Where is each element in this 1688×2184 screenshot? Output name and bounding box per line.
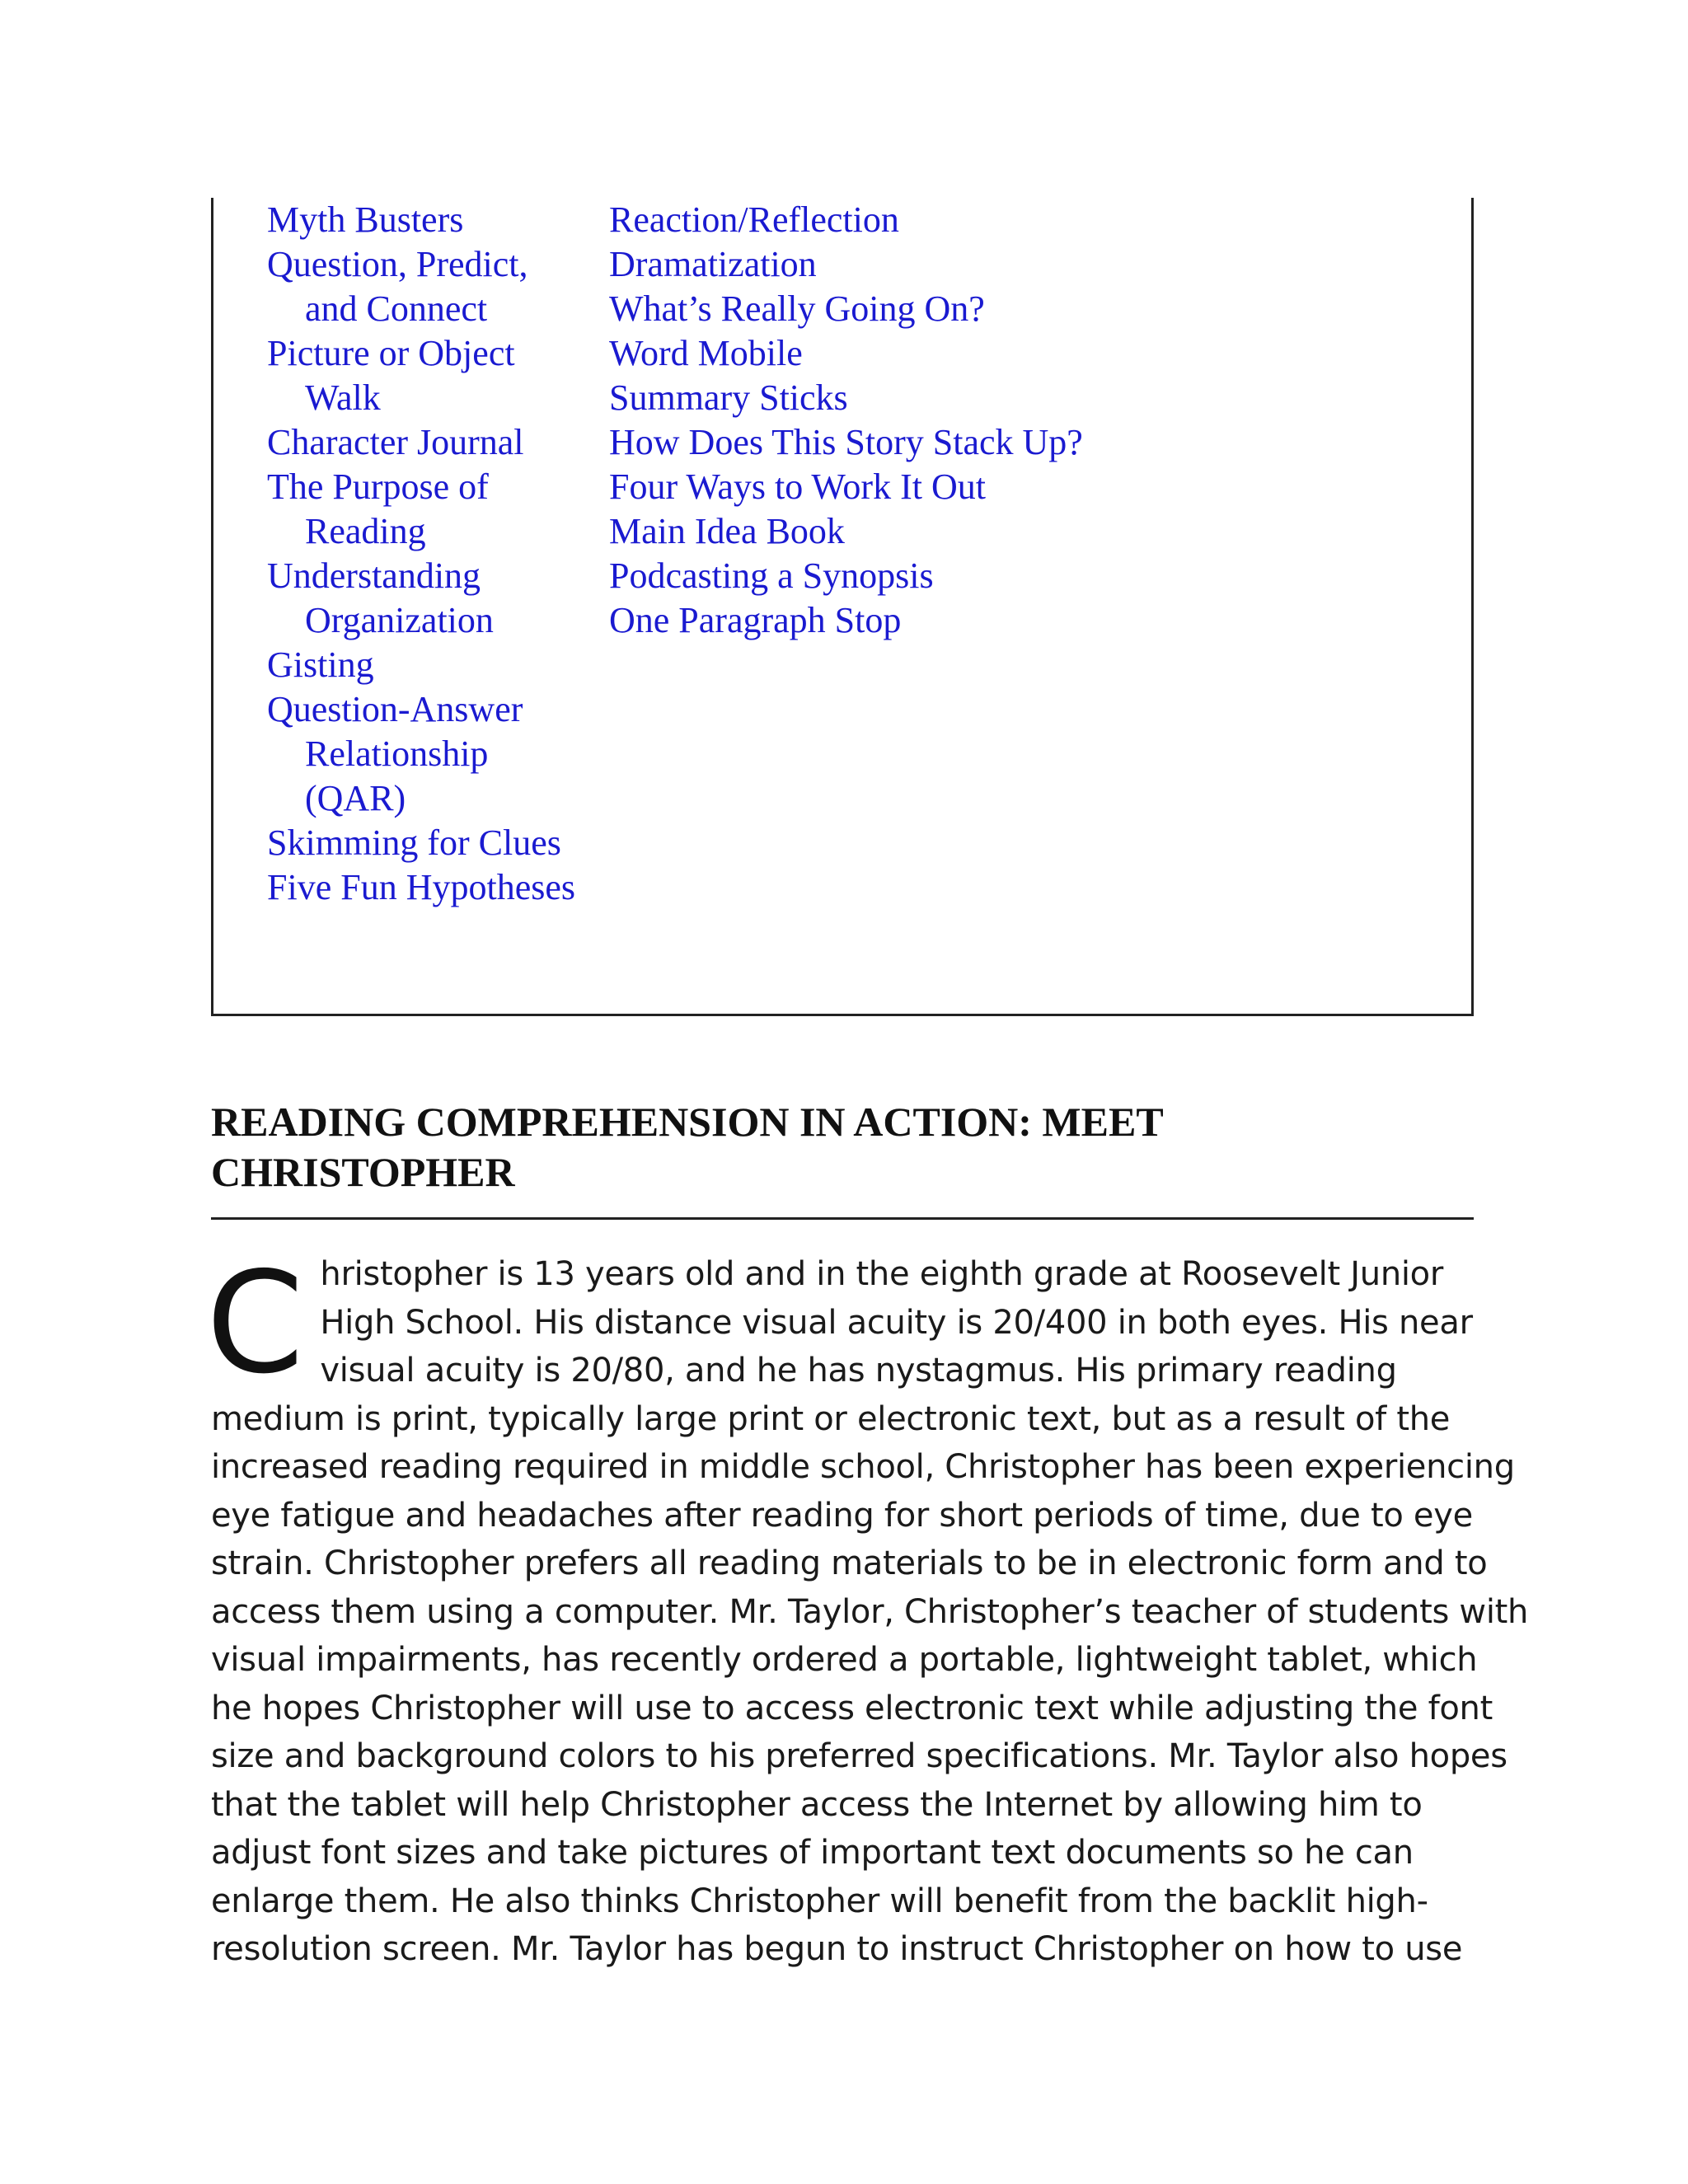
- link-reaction-reflection[interactable]: Reaction/Reflection: [609, 199, 899, 240]
- paragraph-line: eye fatigue and headaches after reading for short periods of time, due to eye: [211, 1496, 1473, 1535]
- paragraph-line: adjust font sizes and take pictures of important text documents so he can: [211, 1834, 1414, 1872]
- list-item: [609, 554, 1186, 598]
- list-item: [609, 420, 1186, 465]
- link-main-idea-book[interactable]: Main Idea Book: [609, 511, 845, 551]
- paragraph-line: medium is print, typically large print or electronic text, but as a result of the: [211, 1399, 1451, 1438]
- paragraph-line: enlarge them. He also thinks Christopher will benefit from the backlit high-: [211, 1882, 1428, 1920]
- link-question-predict-connect[interactable]: Question, Predict, and Connect: [267, 244, 528, 329]
- link-four-ways[interactable]: Four Ways to Work It Out: [609, 466, 986, 507]
- strategy-links-column-1: [267, 198, 588, 910]
- paragraph-line: visual acuity is 20/80, and he has nystagmus. His primary reading: [320, 1352, 1397, 1390]
- link-whats-really-going-on[interactable]: What’s Really Going On?: [609, 288, 985, 329]
- link-understanding-organization[interactable]: Understanding Organization: [267, 555, 494, 640]
- list-item: [609, 509, 1186, 554]
- section-heading-line-2: CHRISTOPHER: [211, 1149, 515, 1195]
- list-item: [609, 242, 1186, 287]
- section-heading: [211, 1097, 1474, 1197]
- link-summary-sticks[interactable]: Summary Sticks: [609, 377, 848, 418]
- paragraph-line: resolution screen. Mr. Taylor has begun to instruct Christopher on how to use: [211, 1930, 1463, 1968]
- list-item: [267, 331, 588, 420]
- link-character-journal[interactable]: Character Journal: [267, 422, 524, 462]
- list-item: [267, 465, 588, 554]
- list-item: [267, 554, 588, 643]
- list-item: [609, 331, 1186, 376]
- paragraph-line: hristopher is 13 years old and in the eighth grade at Roosevelt Junior: [320, 1255, 1444, 1293]
- link-podcasting-synopsis[interactable]: Podcasting a Synopsis: [609, 555, 934, 596]
- link-purpose-of-reading[interactable]: The Purpose of Reading: [267, 466, 489, 551]
- paragraph-line: visual impairments, has recently ordered a portable, lightweight tablet, which: [211, 1641, 1478, 1679]
- link-story-stack-up[interactable]: How Does This Story Stack Up?: [609, 422, 1083, 462]
- drop-cap: C: [206, 1242, 304, 1405]
- paragraph-line: strain. Christopher prefers all reading materials to be in electronic form and to: [211, 1544, 1488, 1582]
- paragraph-line: High School. His distance visual acuity is 20/400 in both eyes. His near: [320, 1303, 1473, 1342]
- list-item: [609, 376, 1186, 420]
- link-myth-busters[interactable]: Myth Busters: [267, 199, 464, 240]
- list-item: [267, 687, 588, 821]
- link-one-paragraph-stop[interactable]: One Paragraph Stop: [609, 600, 902, 640]
- link-question-answer-relationship[interactable]: Question-Answer Relationship (QAR): [267, 689, 523, 818]
- paragraph-line: increased reading required in middle school, Christopher has been experiencing: [211, 1448, 1515, 1486]
- case-study-paragraph: [206, 1242, 1529, 1974]
- link-gisting[interactable]: Gisting: [267, 644, 374, 685]
- list-item: [267, 865, 588, 910]
- paragraph-line: he hopes Christopher will use to access electronic text while adjusting the font: [211, 1689, 1493, 1727]
- link-skimming-for-clues[interactable]: Skimming for Clues: [267, 823, 561, 863]
- link-word-mobile[interactable]: Word Mobile: [609, 333, 803, 373]
- list-item: [609, 598, 1186, 643]
- list-item: [267, 420, 588, 465]
- heading-divider: [211, 1217, 1474, 1220]
- strategy-links-column-2: [609, 198, 1186, 643]
- strategy-links-box: [211, 198, 1474, 1016]
- paragraph-line: size and background colors to his preferred specifications. Mr. Taylor also hopes: [211, 1737, 1507, 1775]
- link-picture-object-walk[interactable]: Picture or Object Walk: [267, 333, 515, 418]
- list-item: [267, 242, 588, 331]
- list-item: [267, 643, 588, 687]
- list-item: [267, 198, 588, 242]
- list-item: [609, 465, 1186, 509]
- list-item: [267, 821, 588, 865]
- list-item: [609, 287, 1186, 331]
- list-item: [609, 198, 1186, 242]
- paragraph-line: access them using a computer. Mr. Taylor, Christopher’s teacher of students with: [211, 1592, 1529, 1631]
- link-dramatization[interactable]: Dramatization: [609, 244, 817, 284]
- paragraph-line: that the tablet will help Christopher access the Internet by allowing him to: [211, 1785, 1423, 1824]
- section-heading-line-1: READING COMPREHENSION IN ACTION: MEET: [211, 1099, 1164, 1145]
- link-five-fun-hypotheses[interactable]: Five Fun Hypotheses: [267, 867, 575, 907]
